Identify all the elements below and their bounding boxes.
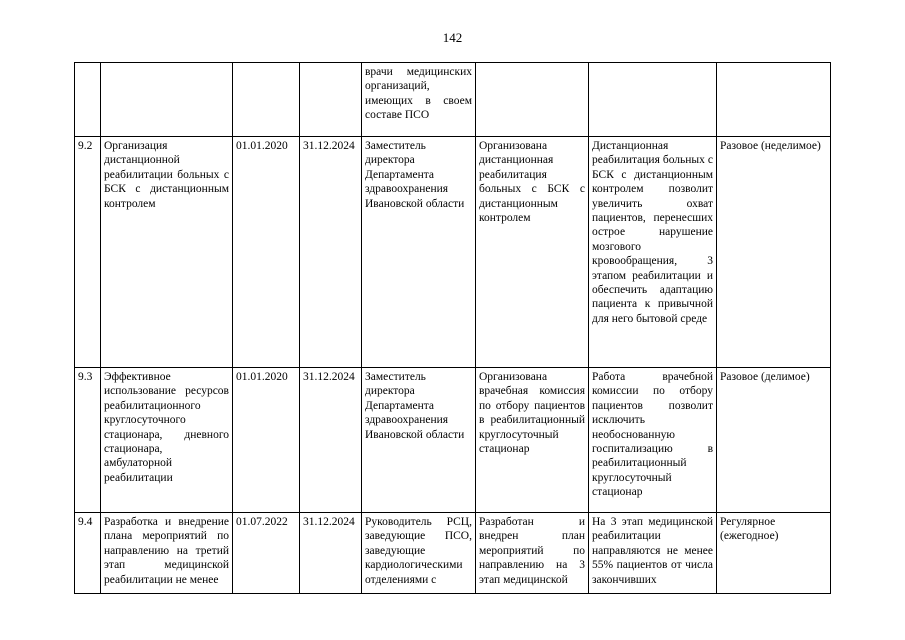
item-number-cell	[75, 63, 101, 137]
responsible-cell: Заместитель директора Департамента здравоохранения Ивановской области	[362, 137, 476, 368]
start-date-cell	[233, 63, 300, 137]
end-date-cell: 31.12.2024	[300, 513, 362, 594]
table-row	[75, 368, 831, 513]
measure-name-cell: Разработка и внедрение плана мероприятий по направлению на третий этап медицинской реабилитации не менее	[101, 513, 233, 594]
item-number-cell: 9.2	[75, 137, 101, 368]
responsible-cell: Руководитель РСЦ, заведующие ПСО, заведующие кардиологическими отделениями с	[362, 513, 476, 594]
result-cell: Разработан и внедрен план мероприятий по направлению на 3 этап медицинской	[476, 513, 589, 594]
responsible-cell: врачи медицинских организаций, имеющих в своем составе ПСО	[362, 63, 476, 137]
start-date-cell: 01.01.2020	[233, 368, 300, 513]
start-date-cell: 01.01.2020	[233, 137, 300, 368]
measures-table	[74, 62, 831, 594]
table-row	[75, 137, 831, 368]
type-cell: Разовое (делимое)	[717, 368, 831, 513]
type-cell: Разовое (неделимое)	[717, 137, 831, 368]
type-cell	[717, 63, 831, 137]
description-cell: Дистанционная реабилитация больных с БСК с дистанционным контролем позволит увеличить охват пациентов, перенесших острое нарушение мозгового кровообращения, 3 этапом реабилитации и обеспечить адаптацию пациента к привычной для него бытовой среде	[589, 137, 717, 368]
result-cell: Организована врачебная комиссия по отбору пациентов в реабилитационный круглосуточный стационар	[476, 368, 589, 513]
table-row	[75, 63, 831, 137]
start-date-cell: 01.07.2022	[233, 513, 300, 594]
result-cell	[476, 63, 589, 137]
end-date-cell: 31.12.2024	[300, 137, 362, 368]
measure-name-cell: Эффективное использование ресурсов реабилитационного круглосуточного стационара, дневного стационара, амбулаторной реабилитации	[101, 368, 233, 513]
type-cell: Регулярное (ежегодное)	[717, 513, 831, 594]
measure-name-cell	[101, 63, 233, 137]
result-cell: Организована дистанционная реабилитация больных с БСК с дистанционным контролем	[476, 137, 589, 368]
description-cell: Работа врачебной комиссии по отбору пациентов позволит исключить необоснованную госпитализацию в реабилитационный круглосуточный стационар	[589, 368, 717, 513]
item-number-cell: 9.3	[75, 368, 101, 513]
responsible-cell: Заместитель директора Департамента здравоохранения Ивановской области	[362, 368, 476, 513]
measure-name-cell: Организация дистанционной реабилитации больных с БСК с дистанционным контролем	[101, 137, 233, 368]
item-number-cell: 9.4	[75, 513, 101, 594]
table-row	[75, 513, 831, 594]
page-number: 142	[442, 30, 463, 45]
end-date-cell	[300, 63, 362, 137]
end-date-cell: 31.12.2024	[300, 368, 362, 513]
description-cell	[589, 63, 717, 137]
description-cell: На 3 этап медицинской реабилитации направляются не менее 55% пациентов от числа закончивших	[589, 513, 717, 594]
